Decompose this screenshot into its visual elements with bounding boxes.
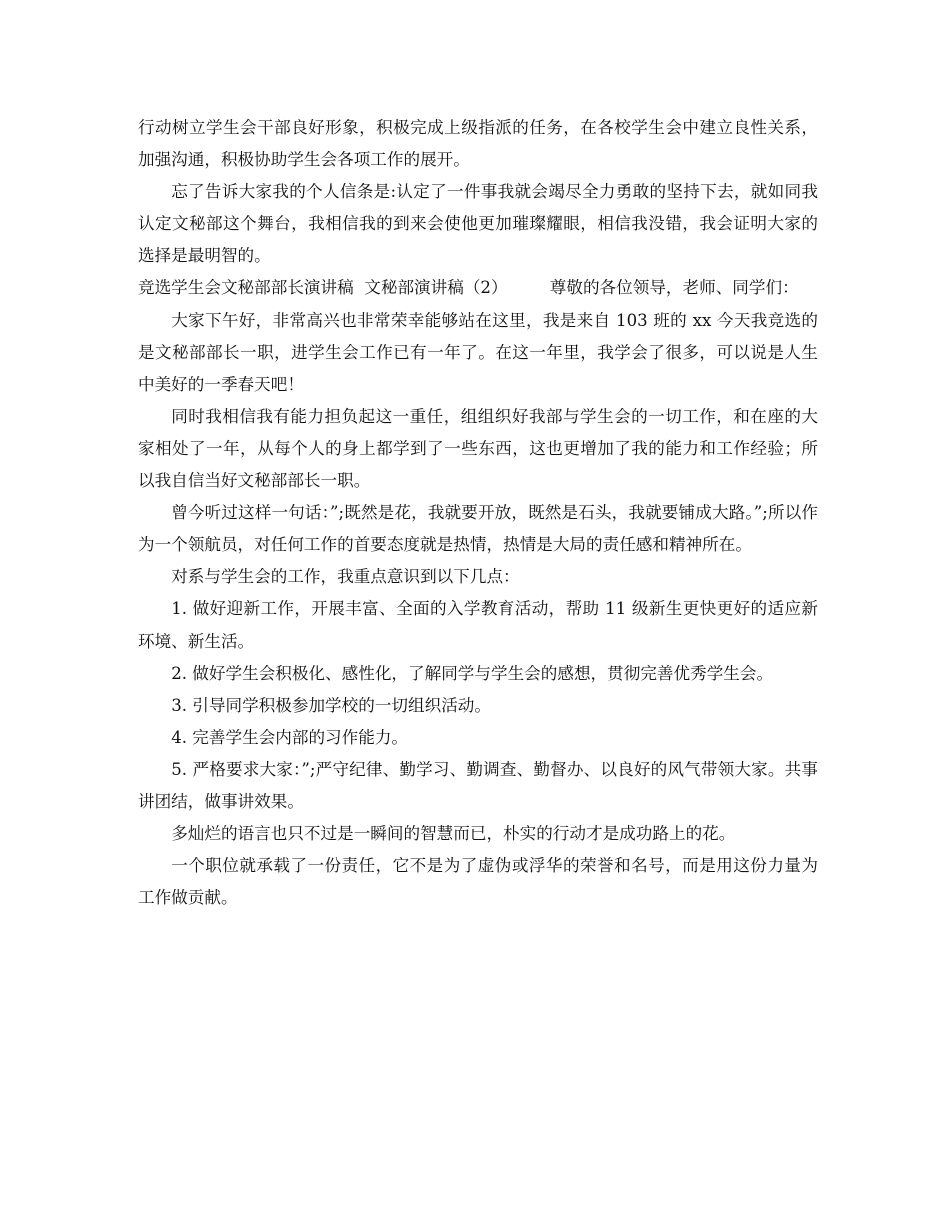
paragraph-14: 一个职位就承载了一份责任，它不是为了虚伪或浮华的荣誉和名号，而是用这份力量为工作做贡献。 bbox=[138, 856, 818, 908]
list-item-4: 4. 完善学生会内部的习作能力。 bbox=[171, 727, 409, 747]
paragraph-1: 行动树立学生会干部良好形象，积极完成上级指派的任务，在各校学生会中建立良性关系，加强沟通，积极协助学生会各项工作的展开。 bbox=[138, 118, 818, 170]
paragraph-4: 大家下午好，非常高兴也非常荣幸能够站在这里，我是来自 103 班的 xx 今天我竞选的是文秘部部长一职，进学生会工作已有一年了。在这一年里，我学会了很多，可以说是人生中美好的一季春天吧！ bbox=[138, 310, 818, 394]
list-item-2: 2. 做好学生会积极化、感性化，了解同学与学生会的感想，贯彻完善优秀学生会。 bbox=[171, 663, 774, 683]
paragraph-6: 曾今听过这样一句话：”;既然是花，我就要开放，既然是石头，我就要铺成大路。”;所以作为一个领航员，对任何工作的首要态度就是热情，热情是大局的责任感和精神所在。 bbox=[138, 503, 818, 555]
paragraph-5: 同时我相信我有能力担负起这一重任，组组织好我部与学生会的一切工作，和在座的大家相处了一年，从每个人的身上都学到了一些东西，这也更增加了我的能力和工作经验；所以我自信当好文秘部部长一职。 bbox=[138, 406, 818, 491]
document-body bbox=[138, 112, 818, 914]
list-item-5: 5. 严格要求大家：”;严守纪律、勤学习、勤调查、勤督办、以良好的风气带领大家。共事讲团结，做事讲效果。 bbox=[138, 759, 818, 811]
list-item-3: 3. 引导同学积极参加学校的一切组织活动。 bbox=[171, 695, 491, 715]
paragraph-2: 忘了告诉大家我的个人信条是:认定了一件事我就会竭尽全力勇敢的坚持下去，就如同我认定文秘部这个舞台，我相信我的到来会使他更加璀璨耀眼，相信我没错，我会证明大家的选择是最明智的。 bbox=[138, 182, 818, 266]
speech-title-line: 竞选学生会文秘部部长演讲稿 文秘部演讲稿（2） 尊敬的各位领导，老师、同学们： bbox=[138, 278, 799, 298]
list-item-1: 1. 做好迎新工作，开展丰富、全面的入学教育活动，帮助 11 级新生更快更好的适应新环境、新生活。 bbox=[138, 599, 818, 651]
paragraph-13: 多灿烂的语言也只不过是一瞬间的智慧而已，朴实的行动才是成功路上的花。 bbox=[171, 824, 736, 844]
paragraph-7: 对系与学生会的工作，我重点意识到以下几点： bbox=[171, 567, 520, 587]
